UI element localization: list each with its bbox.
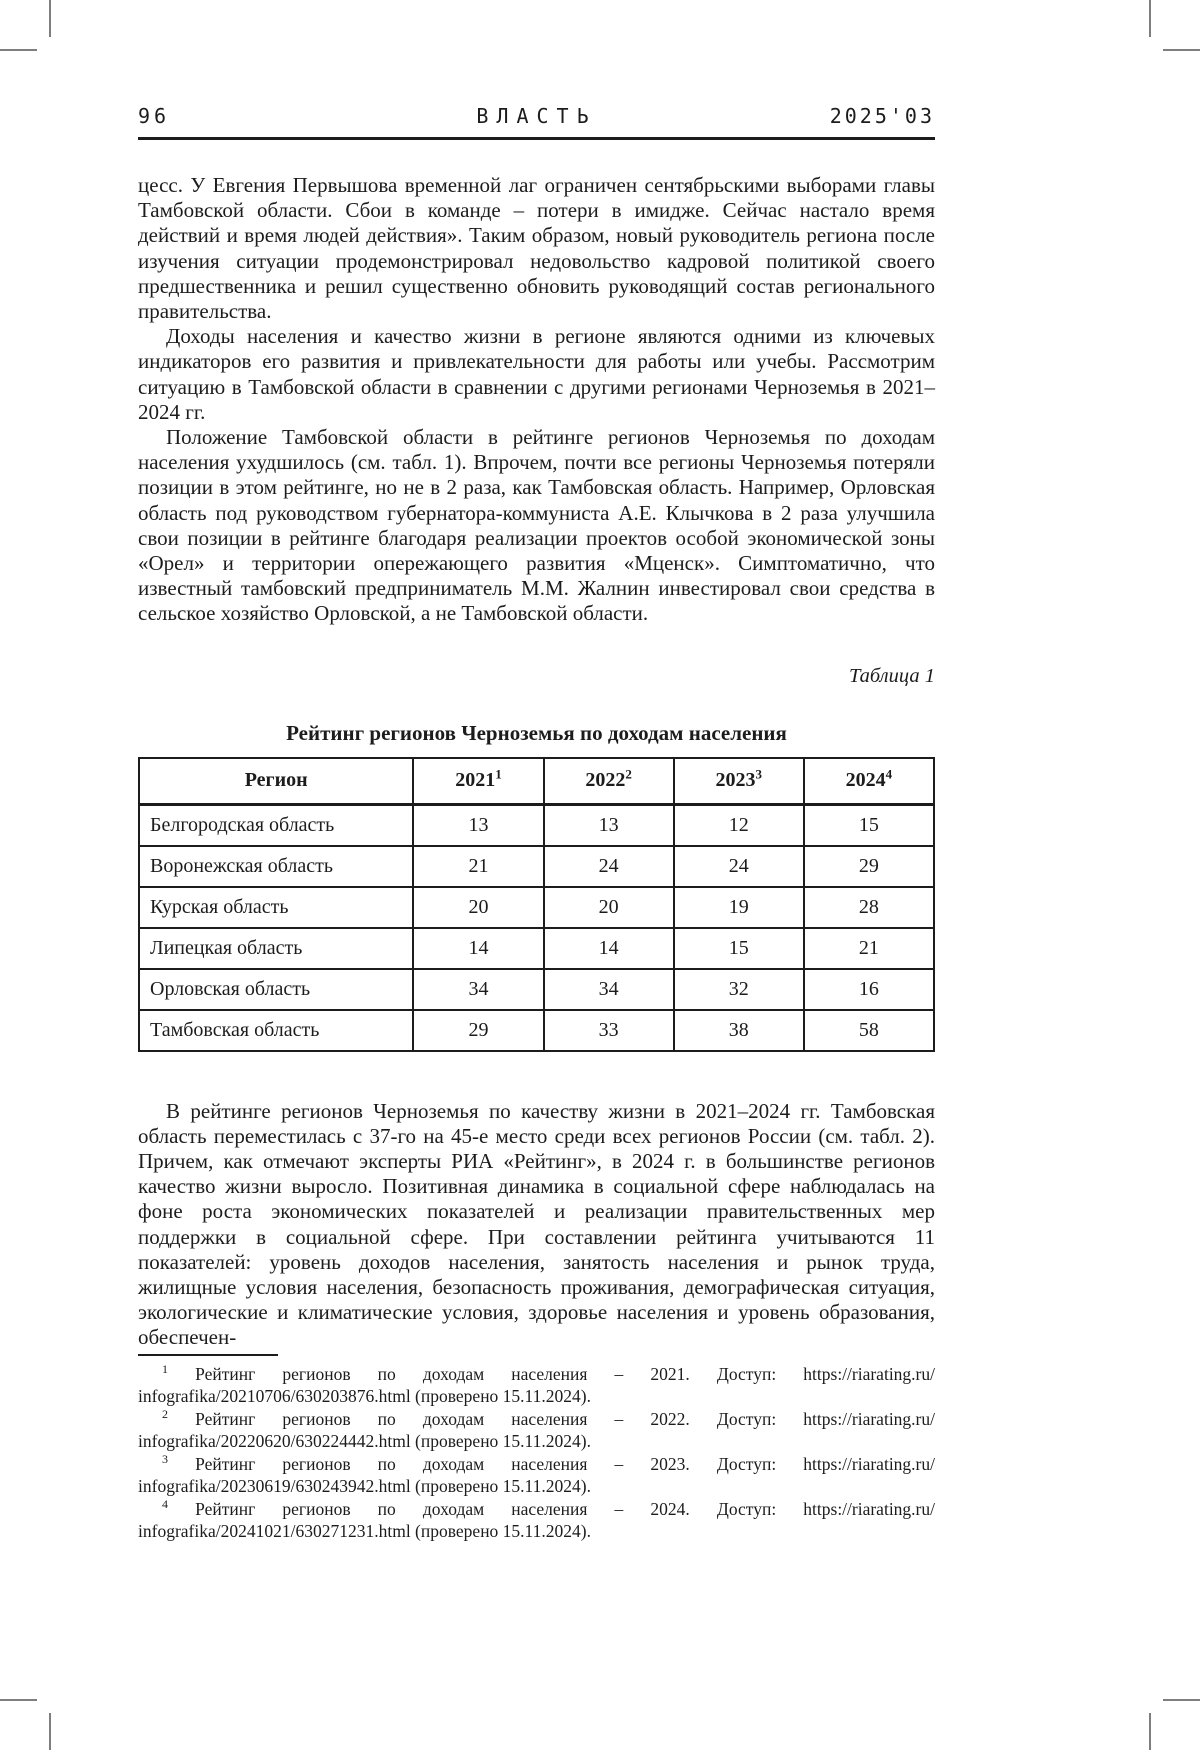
rank-value-cell: 15 xyxy=(674,928,804,969)
footnote-number: 3 xyxy=(162,1451,168,1466)
rank-value-cell: 15 xyxy=(804,804,934,846)
rank-value-cell: 12 xyxy=(674,804,804,846)
region-name-cell: Орловская область xyxy=(139,969,413,1010)
footnote xyxy=(138,1498,935,1543)
region-name-cell: Курская область xyxy=(139,887,413,928)
rank-value-cell: 32 xyxy=(674,969,804,1010)
column-header-year: 2021$^1$ xyxy=(413,758,543,805)
footnote-number: 1 xyxy=(162,1361,168,1376)
footnote xyxy=(138,1453,935,1498)
paragraph: Доходы населения и качество жизни в регионе являются одними из ключевых индикаторов его развития и привлекательности для работы или учебы. Рассмотрим ситуацию в Тамбовской области в сравнении с другими регионами Черноземья в 2021–2024 гг. xyxy=(138,324,935,424)
running-header xyxy=(138,104,935,140)
article-body-before-table xyxy=(138,173,935,627)
rank-value-cell: 24 xyxy=(674,846,804,887)
footnote-line: infografika/20230619/630243942.html (проверено 15.11.2024). xyxy=(138,1476,591,1497)
region-name-cell: Воронежская область xyxy=(139,846,413,887)
table-row xyxy=(139,1010,934,1051)
crop-mark xyxy=(1163,49,1200,51)
rank-value-cell: 28 xyxy=(804,887,934,928)
rank-value-cell: 38 xyxy=(674,1010,804,1051)
rank-value-cell: 34 xyxy=(413,969,543,1010)
footnote-number: 4 xyxy=(162,1496,168,1511)
rank-value-cell: 29 xyxy=(804,846,934,887)
crop-mark xyxy=(49,1713,51,1750)
footnote-ref: 4 xyxy=(885,766,893,782)
paragraph: Положение Тамбовской области в рейтинге регионов Черноземья по доходам населения ухудшилось (см. табл. 1). Впрочем, почти все регионы Черноземья потеряли позиции в этом рейтинге, но не в 2 раза, как Тамбовская область. Например, Орловская область под руководством губернатора-коммуниста А.Е. Клычкова в 2 раза улучшила свои позиции в рейтинге благодаря реализации проектов особой экономической зоны «Орел» и территории опережающего развития «Мценск». Симптоматично, что известный тамбовский предприниматель М.М. Жалнин инвестировал свои средства в сельское хозяйство Орловской, а не Тамбовской области. xyxy=(138,425,935,626)
footnote-line: $^1$ Рейтинг регионов по доходам населения – 2021. Доступ: https://riarating.ru/ xyxy=(162,1361,935,1384)
footnote-ref: 1 xyxy=(495,766,502,782)
rank-value-cell: 21 xyxy=(413,846,543,887)
rank-value-cell: 24 xyxy=(544,846,674,887)
rank-value-cell: 58 xyxy=(804,1010,934,1051)
rank-value-cell: 14 xyxy=(544,928,674,969)
footnote-line: infografika/20220620/630224442.html (проверено 15.11.2024). xyxy=(138,1431,591,1452)
page-number: 96 xyxy=(138,104,171,128)
table-row xyxy=(139,969,934,1010)
region-name-cell: Белгородская область xyxy=(139,804,413,846)
table-row xyxy=(139,928,934,969)
footnote-line: $^3$ Рейтинг регионов по доходам населения – 2023. Доступ: https://riarating.ru/ xyxy=(162,1451,935,1474)
footnote-line: infografika/20241021/630271231.html (проверено 15.11.2024). xyxy=(138,1521,591,1542)
page-content xyxy=(138,104,935,1543)
footnote-line: $^2$ Рейтинг регионов по доходам населения – 2022. Доступ: https://riarating.ru/ xyxy=(162,1406,935,1429)
footnote-line: infografika/20210706/630203876.html (проверено 15.11.2024). xyxy=(138,1386,591,1407)
column-header-region: Регион xyxy=(139,758,413,805)
crop-mark xyxy=(0,49,37,51)
issue-number: 2025'03 xyxy=(829,104,935,128)
income-rating-table xyxy=(138,757,935,1052)
crop-mark xyxy=(1149,1713,1151,1750)
rank-value-cell: 16 xyxy=(804,969,934,1010)
rank-value-cell: 13 xyxy=(544,804,674,846)
rank-value-cell: 13 xyxy=(413,804,543,846)
crop-mark xyxy=(1149,0,1151,37)
footnote-line: $^4$ Рейтинг регионов по доходам населения – 2024. Доступ: https://riarating.ru/ xyxy=(162,1496,935,1519)
crop-mark xyxy=(1163,1699,1200,1701)
table-row xyxy=(139,887,934,928)
footnote xyxy=(138,1363,935,1408)
footnote-ref: 3 xyxy=(755,766,762,782)
rank-value-cell: 14 xyxy=(413,928,543,969)
rank-value-cell: 21 xyxy=(804,928,934,969)
crop-mark xyxy=(0,1699,37,1701)
rank-value-cell: 33 xyxy=(544,1010,674,1051)
column-header-year: 2022$^2$ xyxy=(544,758,674,805)
journal-title: ВЛАСТЬ xyxy=(476,104,597,128)
table-row xyxy=(139,846,934,887)
crop-mark xyxy=(49,0,51,37)
footnote xyxy=(138,1408,935,1453)
table-header-row xyxy=(139,758,934,805)
footnote-ref: 2 xyxy=(625,766,632,782)
table-title: Рейтинг регионов Черноземья по доходам населения xyxy=(286,720,787,745)
paragraph: В рейтинге регионов Черноземья по качеству жизни в 2021–2024 гг. Тамбовская область переместилась с 37-го на 45-е место среди всех регионов России (см. табл. 2). Причем, как отмечают эксперты РИА «Рейтинг», в 2024 г. в большинстве регионов качество жизни выросло. Позитивная динамика в социальной сфере наблюдалась на фоне роста экономических показателей и реализации правительственных мер поддержки в социальной сфере. При составлении рейтинга учитываются 11 показателей: уровень доходов населения, занятость населения и рынок труда, жилищные условия населения, безопасность проживания, демографическая ситуация, экологические и климатические условия, здоровье населения и уровень образования, обеспечен- xyxy=(138,1098,935,1350)
paragraph: цесс. У Евгения Первышова временной лаг ограничен сентябрьскими выборами главы Тамбовской области. Сбои в команде – потери в имидже. Сейчас настало время действий и время людей действия». Таким образом, новый руководитель региона после изучения ситуации продемонстрировал недовольство кадровой политикой своего предшественника и решил существенно обновить руководящий состав регионального правительства. xyxy=(138,173,935,324)
table-row xyxy=(139,804,934,846)
table-caption: Таблица 1 xyxy=(848,664,935,687)
footnote-separator xyxy=(138,1354,278,1356)
table-body xyxy=(139,804,934,1051)
column-header-year: 2024$^4$ xyxy=(804,758,934,805)
region-name-cell: Липецкая область xyxy=(139,928,413,969)
rank-value-cell: 20 xyxy=(413,887,543,928)
column-header-year: 2023$^3$ xyxy=(674,758,804,805)
rank-value-cell: 29 xyxy=(413,1010,543,1051)
rank-value-cell: 34 xyxy=(544,969,674,1010)
footnote-number: 2 xyxy=(162,1406,168,1421)
footnotes xyxy=(138,1363,935,1543)
rank-value-cell: 19 xyxy=(674,887,804,928)
rank-value-cell: 20 xyxy=(544,887,674,928)
region-name-cell: Тамбовская область xyxy=(139,1010,413,1051)
article-body-after-table xyxy=(138,1099,935,1351)
